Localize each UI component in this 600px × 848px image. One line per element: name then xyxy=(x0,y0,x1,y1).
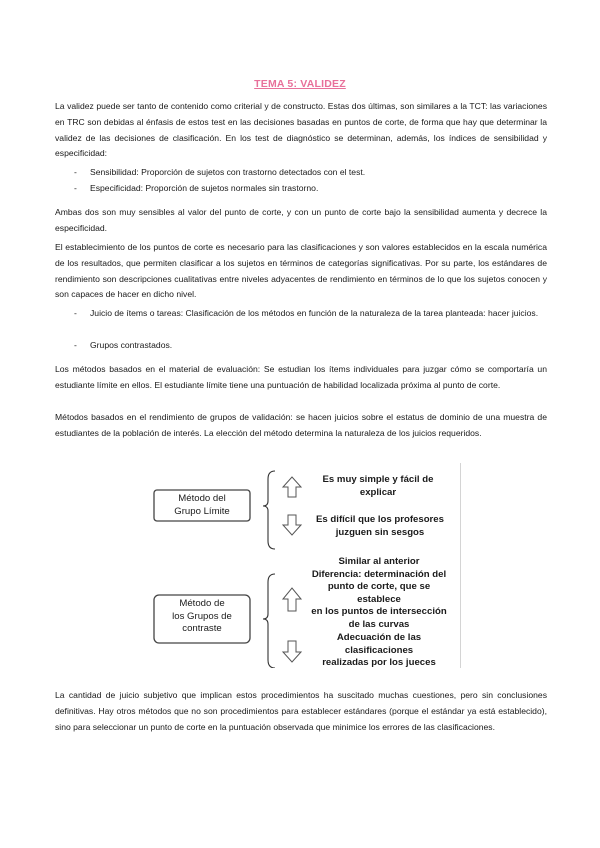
box2-pro-line: de las curvas xyxy=(348,618,410,630)
box2-pro-text xyxy=(298,556,460,632)
box1-pro-text xyxy=(298,474,458,499)
box2-line: los Grupos de xyxy=(172,610,232,622)
down-arrow-icon xyxy=(283,515,301,535)
paragraph-sensitivity: Ambas dos son muy sensibles al valor del punto de corte, y con un punto de corte bajo la sensibilidad aumenta y decrece la especificidad. xyxy=(55,207,547,233)
box2-pro-line: punto de corte, que se xyxy=(327,581,431,593)
page-title: TEMA 5: VALIDEZ xyxy=(254,78,346,90)
box2-pro-line: establece xyxy=(357,593,401,605)
list-item-text: Juicio de ítems o tareas: Clasificación de los métodos en función de la naturaleza de la tarea planteada: hacer juicios. xyxy=(90,308,539,318)
box2-label xyxy=(154,598,250,636)
bullet-dash: - xyxy=(74,308,77,318)
box1-con-line: juzguen sin sesgos xyxy=(335,526,425,538)
list-item-text: Especificidad: Proporción de sujetos normales sin trastorno. xyxy=(90,183,319,193)
box2-con-line: realizadas por los jueces xyxy=(322,657,436,668)
box2-pro-line: Similar al anterior xyxy=(338,556,420,567)
box1-line: Método del xyxy=(178,493,226,504)
box2-pro-line: Diferencia: determinación del xyxy=(311,568,447,580)
box1-con-line: Es difícil que los profesores xyxy=(316,514,444,525)
list-item-grupos xyxy=(74,338,544,354)
box2-con-text xyxy=(298,632,460,668)
paragraph-intro: La validez puede ser tanto de contenido como criterial y de constructo. Estas dos últimas, son similares a la TCT: las variaciones en TRC son debidas al énfasis de estos test en las decisiones basadas en puntos de corte, de forma que hay que determinar la validez de las decisiones de clasificación. En los test de diagnóstico se determinan, además, los índices de sensibilidad y especificidad: xyxy=(55,101,547,159)
box2-con-line: Adecuación de las xyxy=(336,632,422,643)
brace-2 xyxy=(263,574,275,668)
methods-diagram xyxy=(148,463,461,668)
box2-line: Método de xyxy=(179,598,225,609)
box1-line: Grupo Límite xyxy=(174,505,230,517)
paragraph-conclusion: La cantidad de juicio subjetivo que implican estos procedimientos ha suscitado muchas cuestiones, pero sin conclusiones definitivas. Hay otros métodos que no son procedimientos para establecer estándares (porque el estándar ya está establecido), sino para seleccionar un punto de corte en la puntuación observada que minimice los errores de las clasificaciones. xyxy=(55,690,547,732)
box1-pro-line: Es muy simple y fácil de xyxy=(322,474,434,485)
list-item-text: Sensibilidad: Proporción de sujetos con trastorno detectados con el test. xyxy=(90,167,366,177)
bullet-dash: - xyxy=(74,167,77,177)
list-item-sensibilidad xyxy=(74,165,544,181)
box1-label xyxy=(154,493,250,518)
bullet-dash: - xyxy=(74,183,77,193)
box2-pro-line: en los puntos de intersección xyxy=(311,606,447,618)
list-item-text: Grupos contrastados. xyxy=(90,340,173,350)
list-item-juicio-items xyxy=(74,306,544,322)
paragraph-group-methods: Métodos basados en el rendimiento de grupos de validación: se hacen juicios sobre el estatus de dominio de una muestra de estudiantes de la población de interés. La elección del método determina la naturaleza de los juicios requeridos. xyxy=(55,412,547,438)
box1-pro-line: explicar xyxy=(359,486,397,498)
bullet-dash: - xyxy=(74,340,77,350)
paragraph-material-methods: Los métodos basados en el material de evaluación: Se estudian los ítems individuales para juzgar cómo se comportaría un estudiante límite en ellos. El estudiante límite tiene una puntuación de habilidad localizada próxima al punto de corte. xyxy=(55,364,547,390)
paragraph-cut-points: El establecimiento de los puntos de corte es necesario para las clasificaciones y son valores establecidos en la escala numérica de los resultados, que permiten clasificar a los sujetos en términos de categorías significativas. Por su parte, los estándares de rendimiento son descripciones cualitativas entre niveles adyacentes de rendimiento en términos de lo que los sujetos conocen y son capaces de hacer en dicho nivel. xyxy=(55,242,547,300)
box2-line: contraste xyxy=(182,623,222,635)
box2-con-line: clasificaciones xyxy=(344,644,414,656)
box1-con-text xyxy=(300,514,460,539)
list-item-especificidad xyxy=(74,181,544,197)
brace-1 xyxy=(263,471,275,549)
